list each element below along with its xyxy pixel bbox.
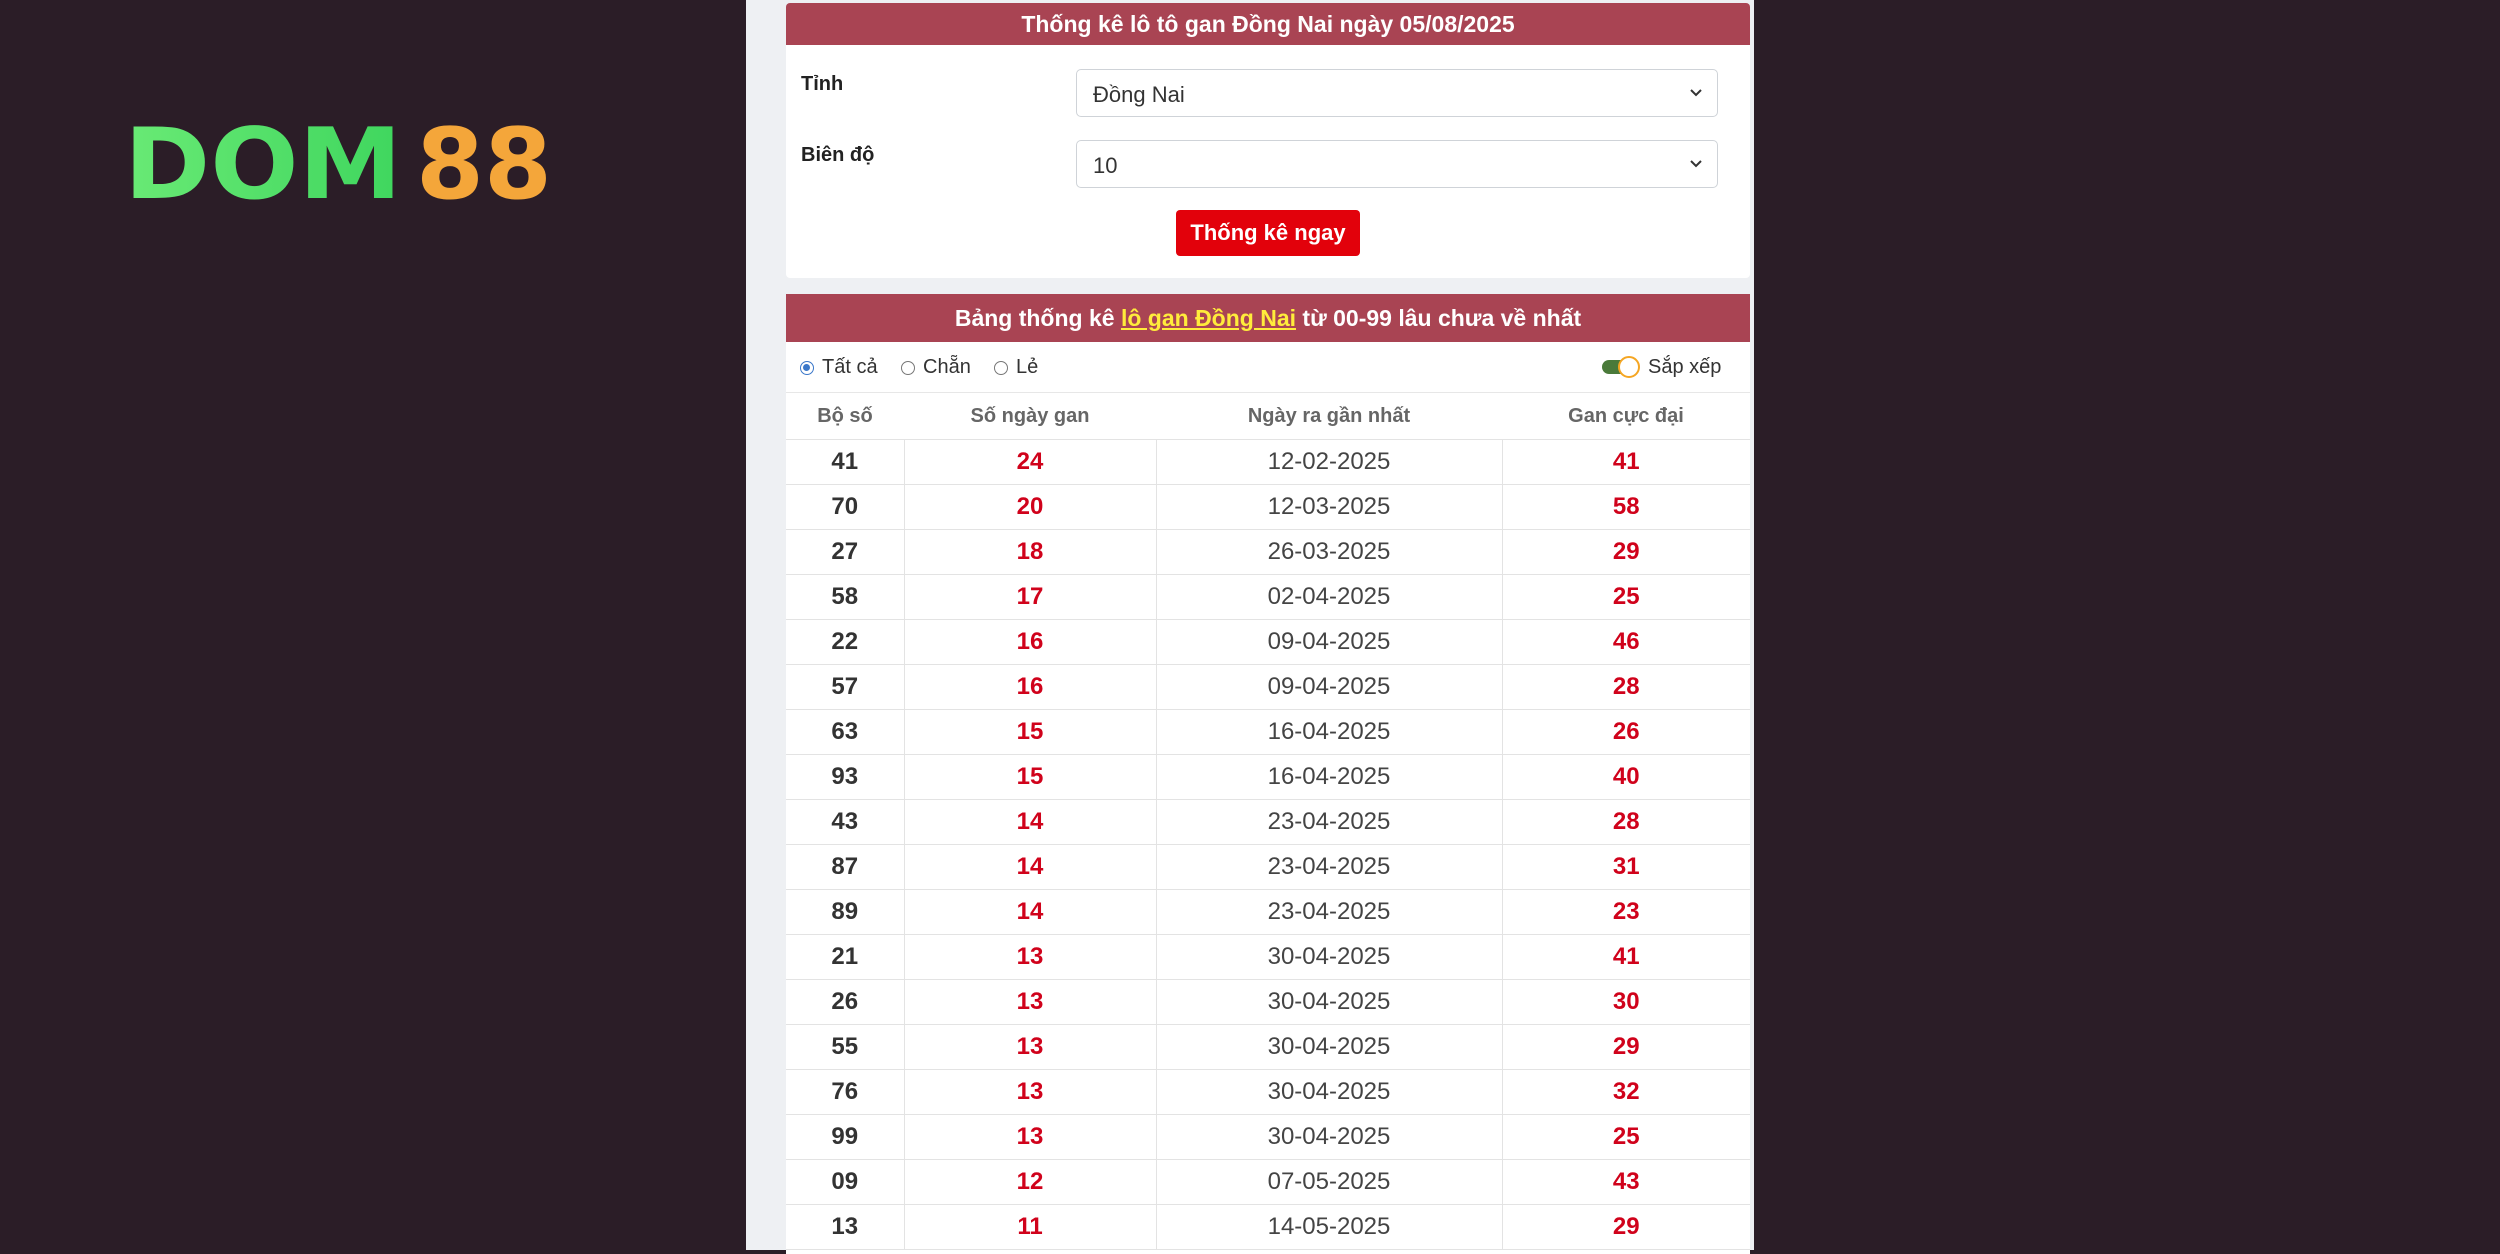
cell-last-date: 09-04-2025 [1156,665,1502,710]
table-row [786,1115,1750,1160]
cell-max-gan: 41 [1502,935,1750,980]
range-select[interactable] [1076,140,1718,188]
table-row [786,1160,1750,1205]
cell-gan-days: 15 [904,755,1156,800]
radio-odd[interactable] [994,361,1008,375]
cell-gan-days: 12 [904,1160,1156,1205]
cell-number: 13 [786,1205,904,1250]
table-row [786,485,1750,530]
stats-table-body [786,440,1750,1250]
cell-max-gan: 29 [1502,1025,1750,1070]
cell-gan-days: 13 [904,935,1156,980]
filter-bar [786,342,1750,393]
table-row [786,800,1750,845]
cell-number: 55 [786,1025,904,1070]
header-number: Bộ số [786,393,904,440]
stats-table-card [786,294,1750,1254]
cell-number: 93 [786,755,904,800]
cell-number: 21 [786,935,904,980]
cell-last-date: 30-04-2025 [1156,1070,1502,1115]
cell-max-gan: 41 [1502,440,1750,485]
cell-max-gan: 23 [1502,890,1750,935]
cell-max-gan: 46 [1502,620,1750,665]
chevron-down-icon [1687,84,1705,102]
logo-text-left: DOM [124,120,402,206]
table-header-row [786,393,1750,440]
cell-last-date: 02-04-2025 [1156,575,1502,620]
filter-form-card [786,3,1750,278]
form-title: Thống kê lô tô gan Đồng Nai ngày 05/08/2025 [786,3,1750,45]
cell-last-date: 30-04-2025 [1156,980,1502,1025]
cell-gan-days: 14 [904,890,1156,935]
toggle-knob [1618,356,1640,378]
cell-gan-days: 15 [904,710,1156,755]
province-select[interactable] [1076,69,1718,117]
table-row [786,890,1750,935]
cell-last-date: 30-04-2025 [1156,935,1502,980]
cell-last-date: 26-03-2025 [1156,530,1502,575]
table-row [786,1070,1750,1115]
cell-gan-days: 20 [904,485,1156,530]
cell-max-gan: 58 [1502,485,1750,530]
table-row [786,440,1750,485]
province-select-value: Đồng Nai [1093,82,1185,107]
cell-number: 43 [786,800,904,845]
cell-last-date: 23-04-2025 [1156,800,1502,845]
cell-number: 99 [786,1115,904,1160]
radio-all[interactable] [800,361,814,375]
range-select-value: 10 [1093,153,1118,178]
cell-max-gan: 28 [1502,665,1750,710]
province-label: Tỉnh [801,73,844,95]
cell-max-gan: 40 [1502,755,1750,800]
cell-number: 26 [786,980,904,1025]
filter-odd-label: Lẻ [1016,356,1039,378]
cell-max-gan: 29 [1502,530,1750,575]
table-row [786,845,1750,890]
logo-graphic [124,120,554,206]
cell-number: 09 [786,1160,904,1205]
cell-last-date: 14-05-2025 [1156,1205,1502,1250]
cell-last-date: 12-02-2025 [1156,440,1502,485]
cell-gan-days: 18 [904,530,1156,575]
radio-even[interactable] [901,361,915,375]
header-last-date: Ngày ra gần nhất [1156,393,1502,440]
filter-even-label: Chẵn [923,356,971,378]
cell-gan-days: 14 [904,800,1156,845]
cell-number: 87 [786,845,904,890]
sort-label: Sắp xếp [1648,356,1722,378]
cell-number: 58 [786,575,904,620]
cell-gan-days: 24 [904,440,1156,485]
cell-number: 57 [786,665,904,710]
table-row [786,755,1750,800]
range-row [786,140,1750,190]
chevron-down-icon [1687,155,1705,173]
range-label: Biên độ [801,144,875,166]
cell-last-date: 12-03-2025 [1156,485,1502,530]
table-title [786,294,1750,342]
header-max-gan: Gan cực đại [1502,393,1750,440]
table-row [786,530,1750,575]
cell-gan-days: 16 [904,620,1156,665]
cell-gan-days: 11 [904,1205,1156,1250]
cell-number: 27 [786,530,904,575]
table-row [786,620,1750,665]
stats-table [786,393,1750,1250]
logo-text-right: 88 [416,120,552,206]
cell-max-gan: 30 [1502,980,1750,1025]
cell-number: 41 [786,440,904,485]
cell-gan-days: 13 [904,980,1156,1025]
cell-max-gan: 31 [1502,845,1750,890]
table-title-prefix: Bảng thống kê [954,305,1121,331]
header-gan-days: Số ngày gan [904,393,1156,440]
table-row [786,1205,1750,1250]
submit-button[interactable]: Thống kê ngay [1176,210,1360,256]
cell-last-date: 30-04-2025 [1156,1115,1502,1160]
cell-max-gan: 28 [1502,800,1750,845]
table-row [786,665,1750,710]
cell-last-date: 07-05-2025 [1156,1160,1502,1205]
cell-last-date: 09-04-2025 [1156,620,1502,665]
filter-even[interactable] [901,356,971,379]
cell-max-gan: 32 [1502,1070,1750,1115]
cell-last-date: 30-04-2025 [1156,1025,1502,1070]
cell-max-gan: 25 [1502,575,1750,620]
cell-last-date: 23-04-2025 [1156,890,1502,935]
table-row [786,710,1750,755]
cell-number: 89 [786,890,904,935]
table-row [786,980,1750,1025]
cell-max-gan: 25 [1502,1115,1750,1160]
cell-number: 70 [786,485,904,530]
sort-toggle[interactable] [1598,356,1642,378]
cell-gan-days: 13 [904,1115,1156,1160]
brand-logo[interactable] [124,120,554,206]
cell-last-date: 23-04-2025 [1156,845,1502,890]
table-title-suffix: từ 00-99 lâu chưa về nhất [1296,305,1582,331]
cell-gan-days: 13 [904,1025,1156,1070]
cell-gan-days: 16 [904,665,1156,710]
cell-number: 22 [786,620,904,665]
cell-gan-days: 13 [904,1070,1156,1115]
province-row [786,69,1750,119]
table-row [786,575,1750,620]
cell-max-gan: 43 [1502,1160,1750,1205]
cell-max-gan: 26 [1502,710,1750,755]
cell-last-date: 16-04-2025 [1156,755,1502,800]
filter-odd[interactable] [994,356,1038,379]
cell-max-gan: 29 [1502,1205,1750,1250]
filter-all-label: Tất cả [822,356,878,378]
cell-number: 76 [786,1070,904,1115]
cell-gan-days: 17 [904,575,1156,620]
content-panel [746,0,1754,1250]
table-title-link[interactable]: lô gan Đồng Nai [1120,305,1297,331]
table-row [786,935,1750,980]
table-row [786,1025,1750,1070]
filter-all[interactable] [800,356,878,379]
cell-last-date: 16-04-2025 [1156,710,1502,755]
cell-number: 63 [786,710,904,755]
cell-gan-days: 14 [904,845,1156,890]
